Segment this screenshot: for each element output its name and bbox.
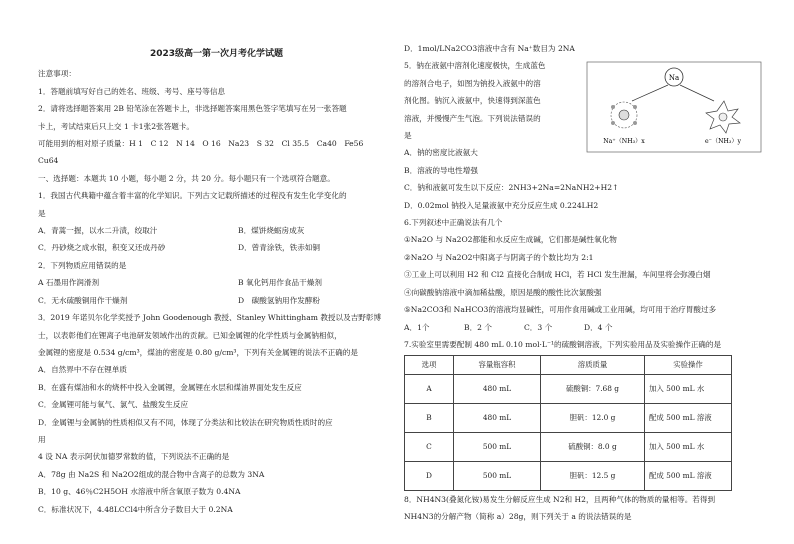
table-cell: C (405, 432, 454, 461)
section-heading: 一、选择题：本题共 10 小题，每小题 2 分，共 20 分。每小题只有一个选项符合题意。 (38, 173, 335, 183)
table-cell: 配成 500 mL 溶液 (645, 461, 732, 490)
q6-statement-5: ⑤Na2CO3和 NaHCO3的溶液均显碱性，可用作食用碱或工业用碱，均可用于治疗胃酸过多 (404, 305, 717, 315)
q7-stem: 7.实验室里需要配制 480 mL 0.10 mol·L⁻¹的硫酸铜溶液，下列实验用品及实验操作正确的是 (404, 339, 722, 349)
q2-options-row-2 (38, 292, 395, 309)
notice-line-2: 2．请将选择题答案用 2B 铅笔涂在答题卡上，非选择题答案用黑色签字笔填写在另一张答题 (38, 104, 347, 114)
q5-line-4: 溶液，并慢慢产生气泡。下列说法错误的 (404, 113, 541, 123)
q2-option-a: A 石墨用作润滑剂 (38, 278, 100, 288)
table-cell: 500 mL (454, 432, 541, 461)
q5-line-1: 5．钠在液氨中溶剂化速度极快，生成蓝色 (404, 61, 546, 71)
q1-option-c: C．丹砂烧之成水银，积变又还成丹砂 (38, 243, 166, 253)
q3-option-d: D．金属锂与金属钠的性质相似又有不同，体现了分类法和比较法在研究物质性质时的应 (38, 417, 333, 427)
q5-option-d: D．0.02mol 钠投入足量液氨中充分反应生成 0.224LH2 (404, 200, 599, 210)
q7-table (404, 355, 732, 490)
atomic-mass-line-2: Cu64 (38, 156, 59, 166)
q1-stem-2: 是 (38, 208, 46, 218)
right-column (404, 0, 759, 526)
table-cell: B (405, 403, 454, 432)
q2-stem: 2．下列物质应用错误的是 (38, 260, 127, 270)
q3-option-d-cont: 用 (38, 434, 46, 444)
q6-statement-4: ④向碳酸钠溶液中滴加稀盐酸，原因是酸的酸性比次氯酸强 (404, 287, 602, 297)
arrow-left (632, 85, 668, 101)
table-header-cell: 选项 (405, 356, 454, 374)
notice-line-1: 1．答题前填写好自己的姓名、班级、考号、座号等信息 (38, 86, 226, 96)
q1-option-b: B．煤饼烧蛎房成灰 (238, 226, 305, 236)
q1-options-row-1 (38, 222, 395, 239)
q4-option-a: A．78g 由 Na2S 和 Na2O2组成的混合物中含离子的总数为 3NA (38, 469, 265, 479)
table-row (405, 432, 732, 461)
q6-statement-3: ③工业上可以利用 H2 和 Cl2 直接化合制成 HCl，若 HCl 发生泄漏，车间里将会弥漫白烟 (404, 270, 711, 280)
q1-option-a: A．青蒿一握，以水二升渍，绞取汁 (38, 226, 158, 236)
q4-option-b: B．10 g、46％C2H5OH 水溶液中所含氧原子数为 0.4NA (38, 487, 241, 497)
q2-option-c: C．无水硫酸铜用作干燥剂 (38, 295, 128, 305)
q6-statement-1: ①Na2O 与 Na2O2都能和水反应生成碱，它们都是碱性氧化物 (404, 235, 617, 245)
q5-line-5: 是 (404, 131, 412, 141)
q2-option-d: D 碳酸氢钠用作发酵粉 (238, 295, 321, 305)
table-cell: 480 mL (454, 403, 541, 432)
notice-heading: 注意事项： (38, 69, 76, 79)
q4-option-c: C．标准状况下，4.48LCCl4中所含分子数目大于 0.2NA (38, 504, 233, 514)
table-row (405, 374, 732, 403)
q4-option-d: D．1mol/LNa2CO3溶液中含有 Na⁺数目为 2NA (404, 44, 575, 53)
table-cell: 胆矾：12.5 g (541, 461, 645, 490)
q2-options-row-1 (38, 274, 395, 291)
q5-line-3: 剂化图。钠沉入液氨中，快速得到深蓝色 (404, 96, 541, 106)
solvation-diagram (586, 61, 762, 153)
q3-line-3: 金属锂的密度是 0.534 g/cm³，煤油的密度是 0.80 g/cm³，下列有关金属锂的说法不正确的是 (38, 347, 358, 357)
table-cell: A (405, 374, 454, 403)
left-column (38, 0, 395, 518)
q8-line-1: 8．NH4N3(叠氮化铵)易发生分解反应生成 N2和 H2，且两种气体的物质的量相等。若得到 (404, 494, 716, 504)
q7-table-header (405, 356, 732, 374)
q6-option-a: A．1个 (404, 322, 430, 332)
q5-option-a: A．钠的密度比液氨大 (404, 148, 478, 158)
q3-option-c: C．金属锂可能与氧气、氯气、盐酸发生反应 (38, 400, 189, 410)
q6-statement-2: ②Na2O 与 Na2O2中阳离子与阴离子的个数比均为 2:1 (404, 252, 594, 262)
q8-line-2: NH4N3的分解产物（简称 a）28g，则下列关于 a 的说法错误的是 (404, 512, 632, 522)
q6-option-b: B．2 个 (464, 322, 493, 332)
q3-option-a: A．自然界中不存在锂单质 (38, 365, 128, 375)
notice-line-3: 卡上，考试结束后只上交 1 卡1张2张答题卡。 (38, 121, 195, 131)
table-cell: 胆矾：12.0 g (541, 403, 645, 432)
table-header-cell: 溶质质量 (541, 356, 645, 374)
table-cell: 500 mL (454, 461, 541, 490)
q1-options-row-2 (38, 239, 395, 256)
q2-option-b: B 氧化钙用作食品干燥剂 (238, 278, 322, 288)
q3-line-1: 3．2019 年诺贝尔化学奖授予 John Goodenough 教授、Stanley Whittingham 教授以及吉野彰博 (38, 313, 382, 323)
table-cell: 加入 500 mL 水 (645, 432, 732, 461)
electron-label: e⁻（NH₃）y (704, 138, 742, 146)
table-cell: 480 mL (454, 374, 541, 403)
q6-options (404, 319, 759, 336)
q3-line-2: 士，以表彰他们在锂离子电池研发领域作出的贡献。已知金属锂的化学性质与金属钠相似， (38, 330, 342, 340)
table-cell: 配成 500 mL 溶液 (645, 403, 732, 432)
table-header-cell: 实验操作 (645, 356, 732, 374)
atomic-mass-line: 可能用到的相对原子质量：H 1 C 12 N 14 O 16 Na23 S 32 Cl 35.5 Ca40 Fe56 (38, 139, 364, 149)
q5-line-2: 的溶剂合电子，如图为钠投入液氨中的溶 (404, 78, 541, 88)
table-header-cell: 容量瓶容积 (454, 356, 541, 374)
na-label: Na (668, 74, 680, 83)
table-row (405, 403, 732, 432)
q1-option-d: D．曾青涂铁，铁赤如铜 (238, 243, 321, 253)
table-cell: 硫酸铜：7.68 g (541, 374, 645, 403)
q5-option-b: B．溶液的导电性增强 (404, 165, 478, 175)
q4-stem: 4 设 NA 表示阿伏加德罗常数的值，下列说法不正确的是 (38, 452, 230, 462)
table-cell: 硫酸铜：8.0 g (541, 432, 645, 461)
table-cell: D (405, 461, 454, 490)
table-cell: 加入 500 mL 水 (645, 374, 732, 403)
cation-label: Na⁺（NH₃）x (603, 138, 645, 146)
q1-stem-1: 1．我国古代典籍中蕴含着丰富的化学知识。下列古文记载所描述的过程没有发生化学变化的 (38, 191, 347, 201)
q6-option-c: C．3 个 (524, 322, 553, 332)
q3-option-b: B．在盛有煤油和水的烧杯中投入金属锂，金属锂在水层和煤油界面处发生反应 (38, 382, 302, 392)
q6-option-d: D．4 个 (584, 322, 613, 332)
q6-stem: 6.下列叙述中正确说法有几个 (404, 218, 503, 228)
arrow-right (680, 85, 714, 101)
q5-option-c: C．钠和液氨可发生以下反应：2NH3+2Na=2NaNH2+H2↑ (404, 183, 619, 193)
exam-title: 2023级高一第一次月考化学试题 (149, 49, 284, 59)
table-row (405, 461, 732, 490)
q5-block (404, 57, 759, 144)
